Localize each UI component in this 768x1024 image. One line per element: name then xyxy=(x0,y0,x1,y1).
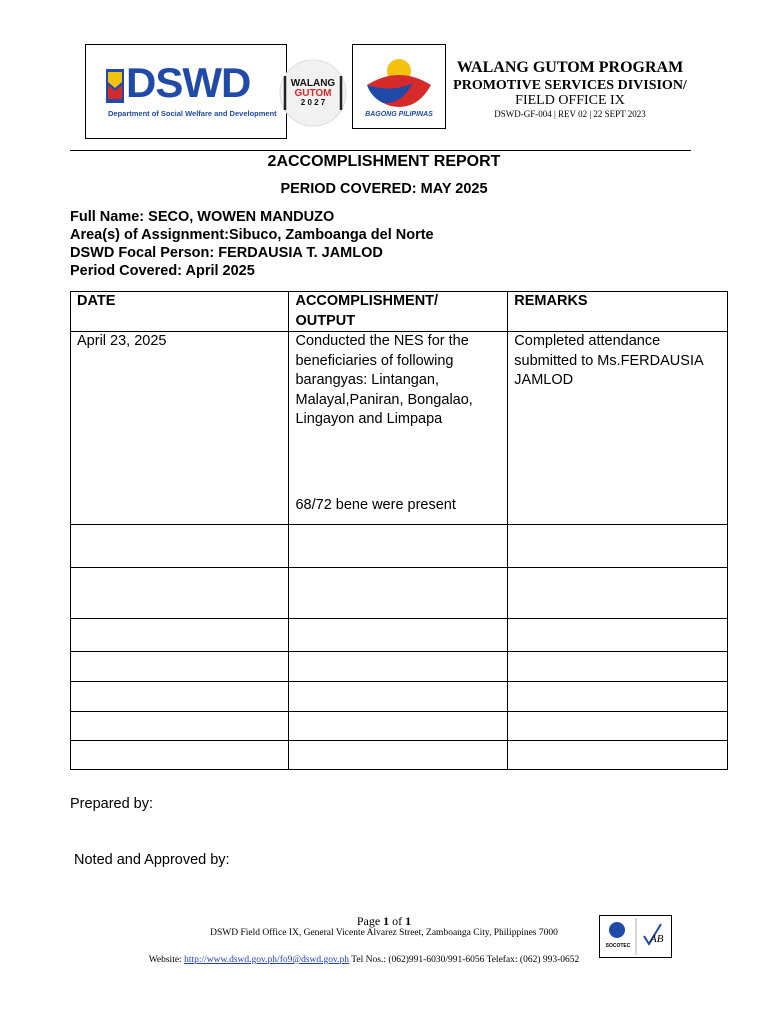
cell-accomplishment xyxy=(289,332,508,525)
accomplishment-note: 68/72 bene were present xyxy=(295,496,456,513)
footer-contacts: Website: http://www.dswd.gov.ph/fo9@dswd.gov.ph Tel Nos.: (062)991-6030/991-6056 Telefax: (062) 993-0652 xyxy=(148,955,580,965)
website-link[interactable]: http://www.dswd.gov.ph/fo9@dswd.gov.ph xyxy=(184,955,350,965)
walang-gutom-logo xyxy=(276,58,350,128)
dswd-logo-subtitle: Department of Social Welfare and Development xyxy=(108,109,277,118)
table-row xyxy=(71,712,728,741)
dswd-logo xyxy=(85,44,287,139)
table-row xyxy=(71,741,728,770)
walang-gutom-line2: GUTOM xyxy=(294,88,332,99)
office-name: FIELD OFFICE IX xyxy=(515,93,625,108)
doc-code: DSWD-GF-004 | REV 02 | 22 SEPT 2023 xyxy=(494,109,646,119)
table-row xyxy=(71,332,728,525)
cell-date: April 23, 2025 xyxy=(71,332,289,525)
noted-by-label: Noted and Approved by: xyxy=(74,852,230,868)
walang-gutom-line1: WALANG xyxy=(290,78,336,89)
footer-address: DSWD Field Office IX, General Vicente Alvarez Street, Zamboanga City, Philippines 7000 xyxy=(210,928,558,938)
socotec-label: SOCOTEC xyxy=(605,943,631,949)
period-heading: PERIOD COVERED: MAY 2025 xyxy=(280,181,488,197)
period-covered: Period Covered: April 2025 xyxy=(70,263,255,279)
table-row xyxy=(71,525,728,568)
page-indicator: Page 1 of 1 xyxy=(356,914,412,928)
prepared-by-label: Prepared by: xyxy=(70,796,154,812)
table-row xyxy=(71,652,728,682)
table-row xyxy=(71,619,728,652)
table-row xyxy=(71,568,728,619)
bagong-pilipinas-logo xyxy=(352,44,446,129)
header-accomplishment: ACCOMPLISHMENT/ OUTPUT xyxy=(289,292,508,332)
header-divider xyxy=(70,150,691,151)
table-header-row xyxy=(71,292,728,332)
dswd-logo-text: DSWD xyxy=(126,59,251,106)
program-title: WALANG GUTOM PROGRAM xyxy=(456,59,684,76)
cell-remarks: Completed attendance submitted to Ms.FERDAUSIA JAMLOD xyxy=(508,332,728,525)
walang-gutom-line3: 2 0 2 7 xyxy=(300,98,326,107)
report-title: 2ACCOMPLISHMENT REPORT xyxy=(267,153,501,170)
table-row xyxy=(71,682,728,712)
focal-person: DSWD Focal Person: FERDAUSIA T. JAMLOD xyxy=(70,245,383,261)
accomplishment-text: Conducted the NES for the beneficiaries of following barangyas: Lintangan, Malayal,Paniran, Bongalao, Lingayon and Limpapa xyxy=(295,333,473,427)
bagong-pilipinas-text: BAGONG PILIPINAS xyxy=(365,111,433,118)
full-name: Full Name: SECO, WOWEN MANDUZO xyxy=(70,209,335,225)
header-date: DATE xyxy=(71,292,289,332)
accomplishment-table xyxy=(70,291,728,770)
certification-badges xyxy=(599,915,672,958)
ab-label: AB xyxy=(650,933,664,945)
header-remarks: REMARKS xyxy=(508,292,728,332)
division-name: PROMOTIVE SERVICES DIVISION/ xyxy=(453,78,687,93)
area-of-assignment: Area(s) of Assignment:Sibuco, Zamboanga del Norte xyxy=(70,227,434,243)
